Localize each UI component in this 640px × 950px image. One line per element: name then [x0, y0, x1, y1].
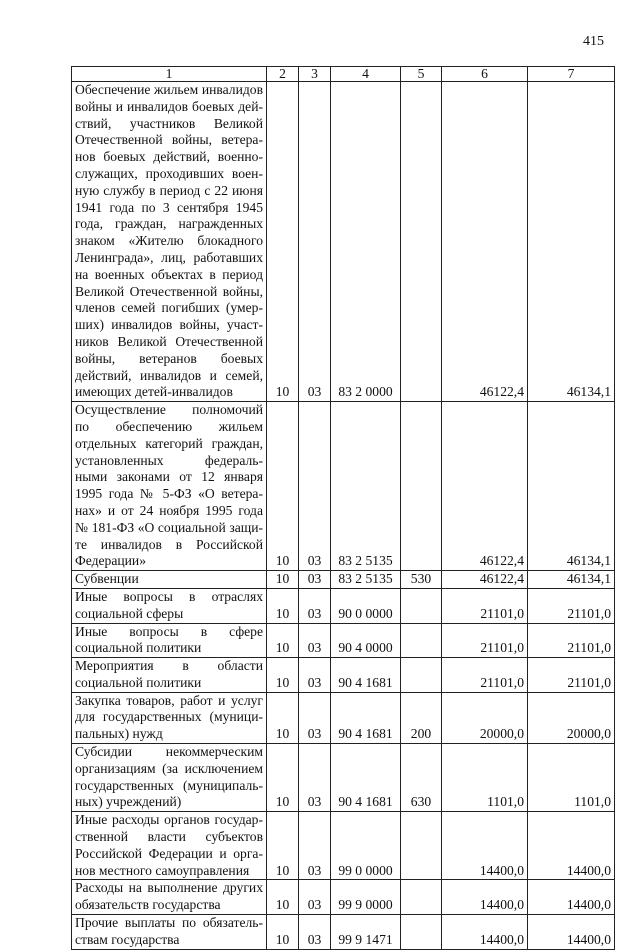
- section-code: 10: [267, 915, 299, 950]
- expense-type-code: [401, 402, 442, 571]
- section-code: 10: [267, 744, 299, 812]
- description-line: по обеспечению жильем: [75, 418, 263, 434]
- section-code: 10: [267, 82, 299, 402]
- expense-type-code: [401, 812, 442, 880]
- expense-type-code: [401, 623, 442, 658]
- amount-year-1: 21101,0: [442, 623, 528, 658]
- table-row: [72, 82, 615, 402]
- section-code: 10: [267, 658, 299, 693]
- description-line: знаком «Жителю блокадного: [75, 233, 263, 249]
- subsection-code: 03: [299, 571, 331, 589]
- amount-year-2: 46134,1: [528, 571, 615, 589]
- amount-year-1: 46122,4: [442, 402, 528, 571]
- description-line: обязательств государства: [75, 897, 221, 913]
- subsection-code: 03: [299, 880, 331, 915]
- table-row: [72, 692, 615, 743]
- expense-type-code: [401, 588, 442, 623]
- row-description: [72, 82, 267, 402]
- target-article-code: 90 4 1681: [331, 692, 401, 743]
- description-line: Субвенции: [75, 571, 139, 587]
- expense-type-code: 530: [401, 571, 442, 589]
- row-description: [72, 692, 267, 743]
- target-article-code: 99 9 0000: [331, 880, 401, 915]
- table-row: [72, 880, 615, 915]
- header-col-5: 5: [401, 67, 442, 82]
- table-header-row: [72, 67, 615, 82]
- amount-year-2: 21101,0: [528, 588, 615, 623]
- description-line: действий, инвалидов и семей,: [75, 367, 263, 383]
- subsection-code: 03: [299, 402, 331, 571]
- table-row: [72, 623, 615, 658]
- expense-type-code: [401, 658, 442, 693]
- expense-type-code: 630: [401, 744, 442, 812]
- description-line: № 181-ФЗ «О социальной защи-: [75, 519, 263, 535]
- table-row: [72, 812, 615, 880]
- target-article-code: 90 0 0000: [331, 588, 401, 623]
- description-line: Федерации»: [75, 553, 146, 569]
- description-line: ными законами от 12 января: [75, 469, 263, 485]
- target-article-code: 90 4 0000: [331, 623, 401, 658]
- amount-year-2: 14400,0: [528, 915, 615, 950]
- description-line: государственных (муниципаль-: [75, 777, 263, 793]
- target-article-code: 99 9 1471: [331, 915, 401, 950]
- amount-year-1: 21101,0: [442, 588, 528, 623]
- table-row: [72, 571, 615, 589]
- table-row: [72, 588, 615, 623]
- section-code: 10: [267, 571, 299, 589]
- description-line: 1941 года по 3 сентября 1945: [75, 199, 263, 215]
- description-line: ственной власти субъектов: [75, 829, 263, 845]
- header-col-4: 4: [331, 67, 401, 82]
- amount-year-2: 46134,1: [528, 82, 615, 402]
- expense-type-code: [401, 82, 442, 402]
- target-article-code: 83 2 5135: [331, 402, 401, 571]
- description-line: социальной сферы: [75, 605, 184, 621]
- subsection-code: 03: [299, 588, 331, 623]
- amount-year-2: 1101,0: [528, 744, 615, 812]
- description-line: социальной политики: [75, 674, 202, 690]
- subsection-code: 03: [299, 744, 331, 812]
- section-code: 10: [267, 812, 299, 880]
- table-row: [72, 915, 615, 950]
- amount-year-2: 20000,0: [528, 692, 615, 743]
- target-article-code: 83 2 5135: [331, 571, 401, 589]
- amount-year-1: 14400,0: [442, 812, 528, 880]
- page-number: 415: [583, 34, 604, 49]
- table-row: [72, 402, 615, 571]
- expense-type-code: 200: [401, 692, 442, 743]
- amount-year-2: 14400,0: [528, 880, 615, 915]
- row-description: [72, 402, 267, 571]
- amount-year-1: 46122,4: [442, 571, 528, 589]
- amount-year-1: 14400,0: [442, 915, 528, 950]
- amount-year-1: 21101,0: [442, 658, 528, 693]
- amount-year-1: 14400,0: [442, 880, 528, 915]
- description-line: ников Великой Отечественной: [75, 333, 263, 349]
- header-col-3: 3: [299, 67, 331, 82]
- description-line: Ленинграда», лиц, работавших: [75, 249, 263, 265]
- description-line: ших) инвалидов войны, участ-: [75, 317, 263, 333]
- description-line: 1995 года № 5-ФЗ «О ветера-: [75, 486, 263, 502]
- section-code: 10: [267, 692, 299, 743]
- expense-type-code: [401, 915, 442, 950]
- subsection-code: 03: [299, 915, 331, 950]
- description-line: Российской Федерации и орга-: [75, 845, 263, 861]
- description-line: года, граждан, награжденных: [75, 216, 263, 232]
- description-line: те инвалидов в Российской: [75, 536, 263, 552]
- header-col-6: 6: [442, 67, 528, 82]
- section-code: 10: [267, 402, 299, 571]
- amount-year-2: 21101,0: [528, 658, 615, 693]
- description-line: Прочие выплаты по обязатель-: [75, 915, 263, 931]
- description-line: войны, ветеранов боевых: [75, 350, 263, 366]
- description-line: членов семей погибших (умер-: [75, 300, 263, 316]
- description-line: ных) учреждений): [75, 794, 182, 810]
- header-col-7: 7: [528, 67, 615, 82]
- description-line: Расходы на выполнение других: [75, 880, 263, 896]
- row-description: [72, 588, 267, 623]
- row-description: [72, 915, 267, 950]
- description-line: нов местного самоуправления: [75, 862, 250, 878]
- description-line: Обеспечение жильем инвалидов: [75, 82, 263, 97]
- amount-year-1: 20000,0: [442, 692, 528, 743]
- description-line: установленных федераль-: [75, 452, 263, 468]
- expense-type-code: [401, 880, 442, 915]
- target-article-code: 99 0 0000: [331, 812, 401, 880]
- row-description: [72, 880, 267, 915]
- subsection-code: 03: [299, 812, 331, 880]
- description-line: Осуществление полномочий: [75, 402, 263, 418]
- description-line: нах» и от 24 ноября 1995 года: [75, 502, 263, 518]
- subsection-code: 03: [299, 82, 331, 402]
- amount-year-2: 14400,0: [528, 812, 615, 880]
- description-line: служащих, проходивших воен-: [75, 165, 263, 181]
- description-line: пальных) нужд: [75, 726, 163, 742]
- description-line: Закупка товаров, работ и услуг: [75, 692, 263, 708]
- amount-year-2: 46134,1: [528, 402, 615, 571]
- amount-year-1: 1101,0: [442, 744, 528, 812]
- description-line: ствий, участников Великой: [75, 115, 263, 131]
- description-line: на военных объектах в период: [75, 266, 263, 282]
- description-line: Мероприятия в области: [75, 658, 263, 674]
- budget-table: [71, 66, 615, 950]
- description-line: организациям (за исключением: [75, 760, 263, 776]
- row-description: [72, 812, 267, 880]
- table-row: [72, 744, 615, 812]
- subsection-code: 03: [299, 658, 331, 693]
- description-line: Субсидии некоммерческим: [75, 744, 263, 760]
- amount-year-2: 21101,0: [528, 623, 615, 658]
- description-line: Великой Отечественной войны,: [75, 283, 263, 299]
- description-line: Иные расходы органов государ-: [75, 812, 263, 828]
- section-code: 10: [267, 623, 299, 658]
- target-article-code: 90 4 1681: [331, 658, 401, 693]
- table-row: [72, 658, 615, 693]
- subsection-code: 03: [299, 692, 331, 743]
- amount-year-1: 46122,4: [442, 82, 528, 402]
- section-code: 10: [267, 588, 299, 623]
- description-line: имеющих детей-инвалидов: [75, 384, 233, 400]
- description-line: Иные вопросы в отраслях: [75, 588, 263, 604]
- description-line: Иные вопросы в сфере: [75, 623, 263, 639]
- description-line: социальной политики: [75, 640, 202, 656]
- header-col-2: 2: [267, 67, 299, 82]
- row-description: [72, 658, 267, 693]
- description-line: для государственных (муници-: [75, 709, 263, 725]
- description-line: Отечественной войны, ветера-: [75, 132, 263, 148]
- row-description: [72, 623, 267, 658]
- row-description: [72, 571, 267, 589]
- description-line: отдельных категорий граждан,: [75, 435, 263, 451]
- header-col-1: 1: [72, 67, 267, 82]
- section-code: 10: [267, 880, 299, 915]
- description-line: нов боевых действий, военно-: [75, 149, 263, 165]
- row-description: [72, 744, 267, 812]
- target-article-code: 90 4 1681: [331, 744, 401, 812]
- target-article-code: 83 2 0000: [331, 82, 401, 402]
- description-line: войны и инвалидов боевых дей-: [75, 98, 263, 114]
- subsection-code: 03: [299, 623, 331, 658]
- description-line: ную службу в период с 22 июня: [75, 182, 263, 198]
- description-line: ствам государства: [75, 931, 180, 947]
